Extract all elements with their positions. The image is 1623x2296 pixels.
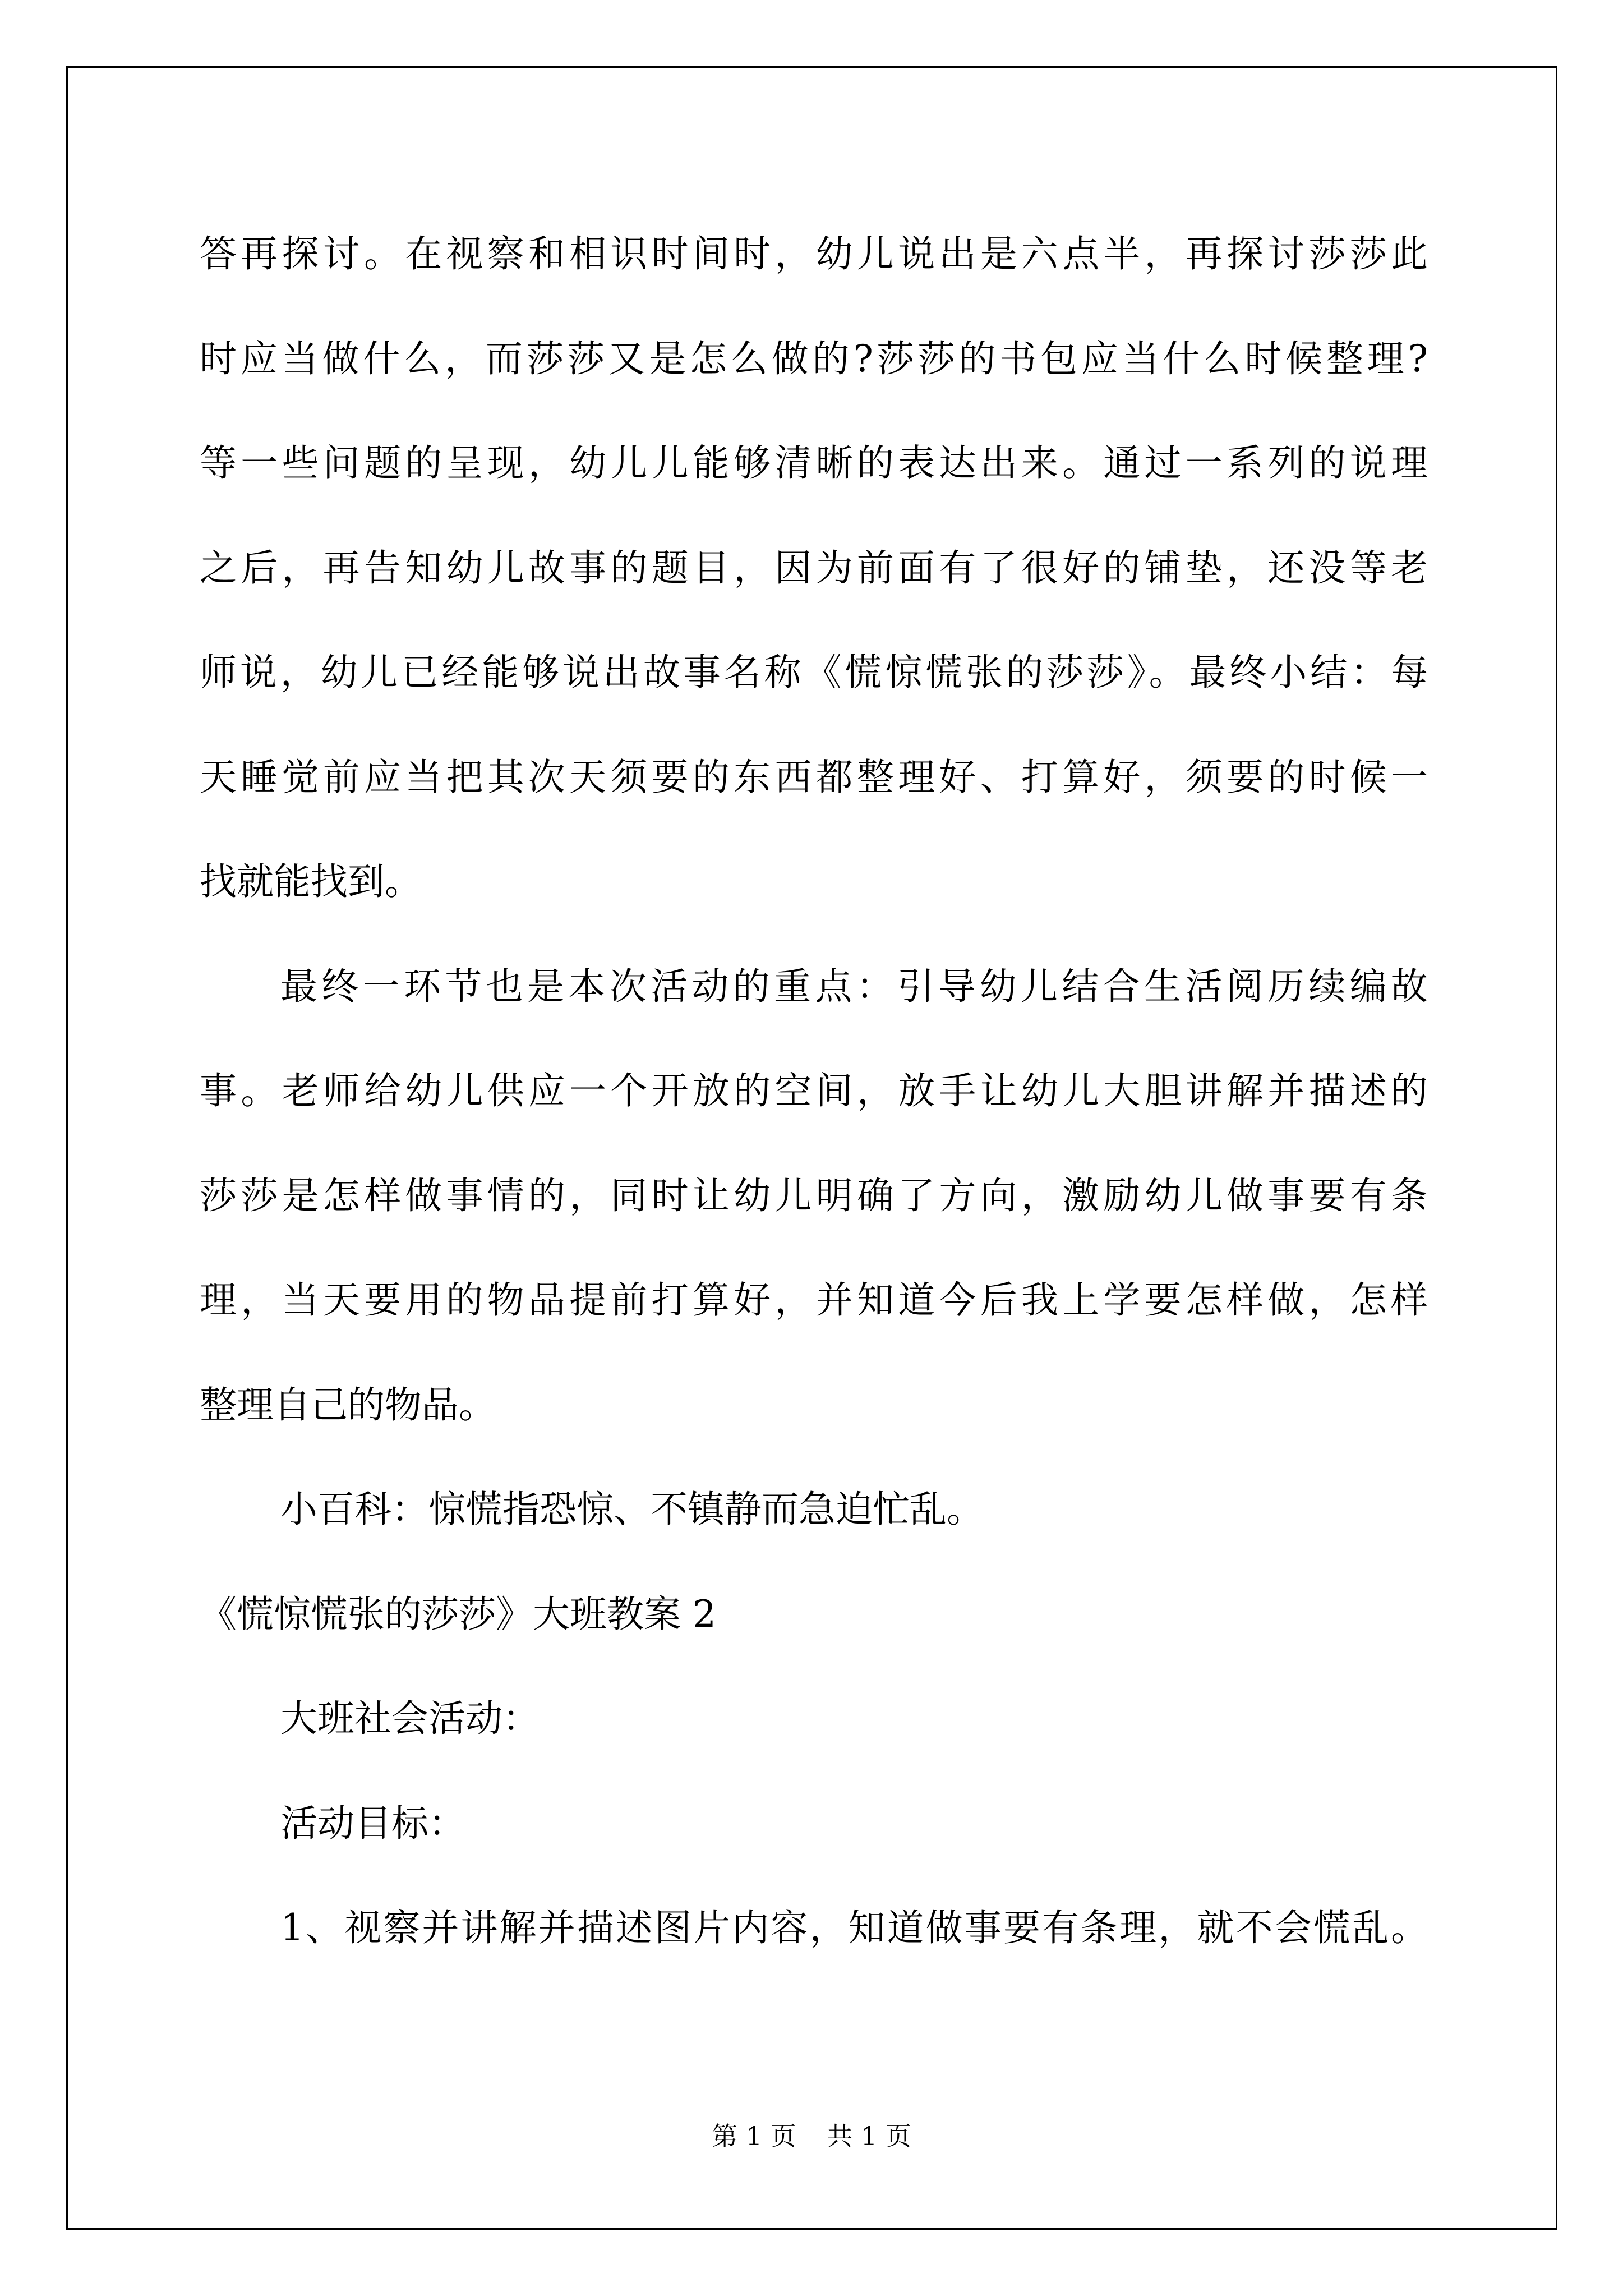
paragraph-line: 时应当做什么，而莎莎又是怎么做的?莎莎的书包应当什么时候整理? xyxy=(200,337,1428,380)
page-total: 共 1 页 xyxy=(827,2121,911,2151)
section-heading: 《慌惊慌张的莎莎》大班教案 2 xyxy=(200,1592,716,1636)
paragraph-line: 1、视察并讲解并描述图片内容，知道做事要有条理，就不会慌乱。 xyxy=(280,1906,1428,1949)
paragraph-line: 之后，再告知幼儿故事的题目，因为前面有了很好的铺垫，还没等老 xyxy=(200,546,1428,590)
page-number: 第 1 页 xyxy=(712,2121,796,2151)
paragraph-line: 小百科：惊慌指恐惊、不镇静而急迫忙乱。 xyxy=(280,1488,984,1531)
paragraph-line: 师说，幼儿已经能够说出故事名称《慌惊慌张的莎莎》。最终小结：每 xyxy=(200,651,1428,694)
paragraph-line: 找就能找到。 xyxy=(200,860,422,903)
paragraph-line: 答再探讨。在视察和相识时间时，幼儿说出是六点半，再探讨莎莎此 xyxy=(200,232,1428,275)
document-body xyxy=(200,202,1428,1981)
page-footer xyxy=(0,2119,1623,2153)
paragraph-line: 整理自己的物品。 xyxy=(200,1383,496,1427)
paragraph-line: 大班社会活动： xyxy=(280,1697,540,1740)
paragraph-line: 最终一环节也是本次活动的重点：引导幼儿结合生活阅历续编故 xyxy=(280,964,1428,1008)
paragraph-line: 理，当天要用的物品提前打算好，并知道今后我上学要怎样做，怎样 xyxy=(200,1278,1428,1322)
paragraph-line: 活动目标： xyxy=(280,1801,465,1845)
paragraph-line: 天睡觉前应当把其次天须要的东西都整理好、打算好，须要的时候一 xyxy=(200,755,1428,799)
paragraph-line: 等一些问题的呈现，幼儿儿能够清晰的表达出来。通过一系列的说理 xyxy=(200,441,1428,485)
paragraph-line: 事。老师给幼儿供应一个开放的空间，放手让幼儿大胆讲解并描述的 xyxy=(200,1069,1428,1112)
paragraph-line: 莎莎是怎样做事情的，同时让幼儿明确了方向，激励幼儿做事要有条 xyxy=(200,1174,1428,1217)
